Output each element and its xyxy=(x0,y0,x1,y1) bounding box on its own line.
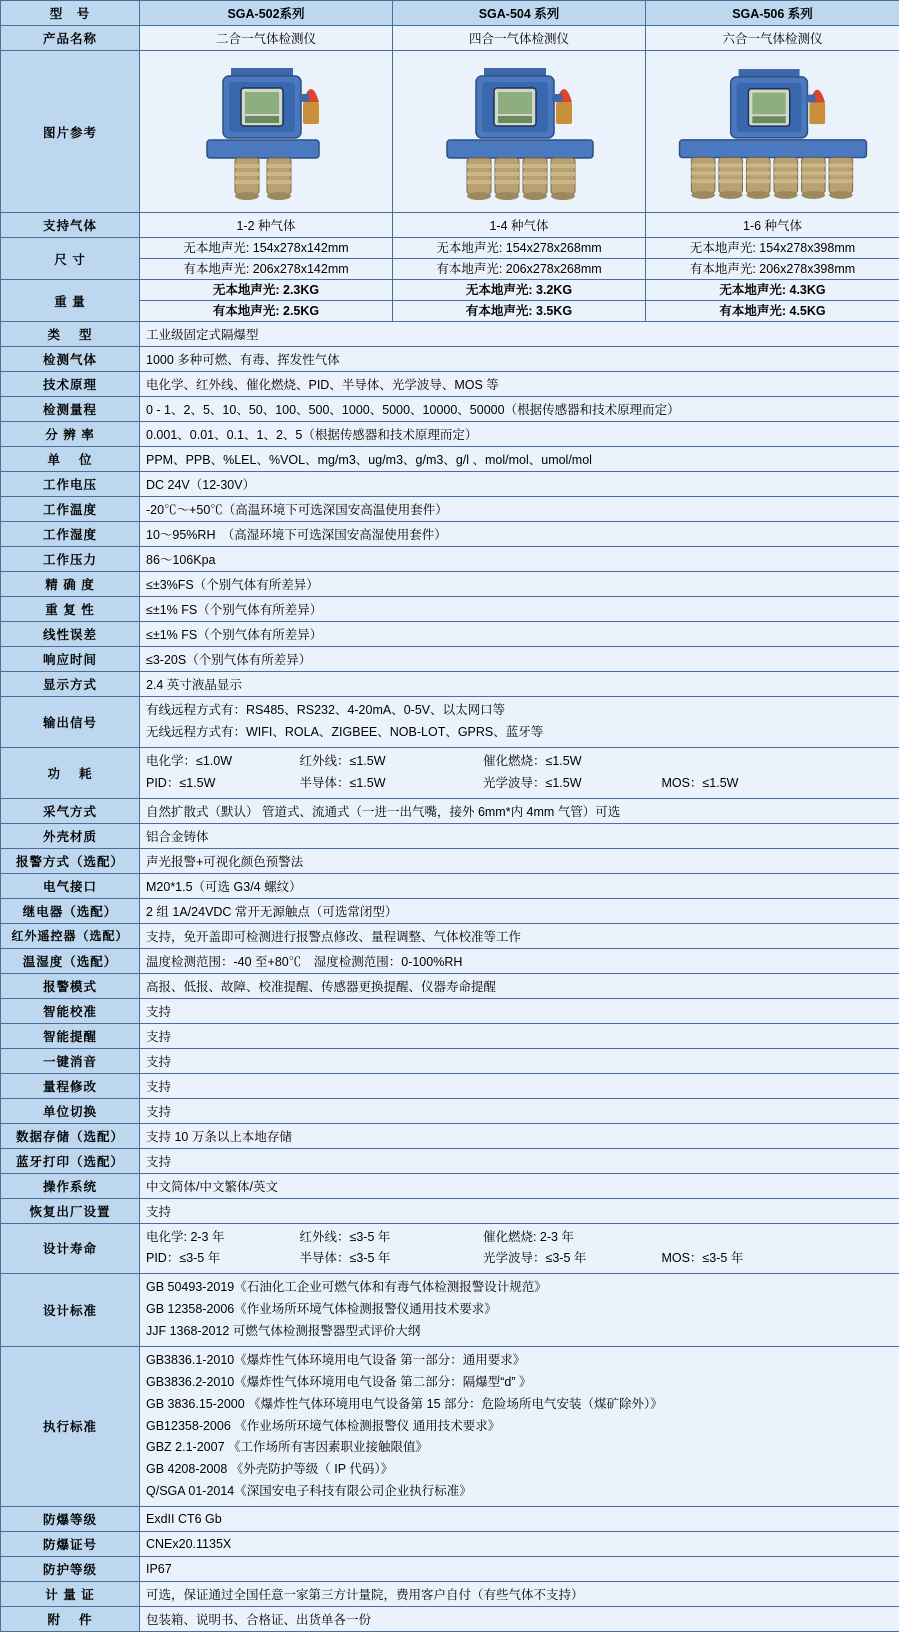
model-502: SGA-502系列 xyxy=(140,1,393,26)
row-label-storage: 数据存储（选配） xyxy=(1,1123,140,1148)
exec-std-line4: GB12358-2006 《作业场所环境气体检测报警仪 通用技术要求》 xyxy=(146,1416,893,1438)
row-value-display: 2.4 英寸液晶显示 xyxy=(140,672,899,697)
table-row-model xyxy=(1,1,899,26)
row-label-sampling: 采气方式 xyxy=(1,798,140,823)
row-value-relay: 2 组 1A/24VDC 常开无源触点（可选常闭型） xyxy=(140,898,899,923)
row-label-temp-humi-opt: 温湿度（选配） xyxy=(1,948,140,973)
output-line2: 无线远程方式有：WIFI、ROLA、ZIGBEE、NOB-LOT、GPRS、蓝牙等 xyxy=(146,722,893,744)
row-label-alarm-mode-opt: 报警方式（选配） xyxy=(1,848,140,873)
power-optical: 光学波导：≤1.5W xyxy=(483,773,658,795)
product-name-502: 二合一气体检测仪 xyxy=(140,26,393,51)
row-label-unit-switch: 单位切换 xyxy=(1,1098,140,1123)
row-label-model: 型 号 xyxy=(1,1,140,26)
table-row-unit-switch xyxy=(1,1098,899,1123)
row-value-repeat: ≤±1% FS（个别气体有所差异） xyxy=(140,597,899,622)
model-504: SGA-504 系列 xyxy=(393,1,646,26)
table-row-smart-cal xyxy=(1,998,899,1023)
row-value-sampling: 自然扩散式（默认） 管道式、流通式（一进一出气嘴，接外 6mm*内 4mm 气管）可选 xyxy=(140,798,899,823)
life-line2 xyxy=(146,1248,893,1270)
row-label-one-key: 一键消音 xyxy=(1,1048,140,1073)
weight-504 xyxy=(393,280,646,322)
life-line1 xyxy=(146,1227,893,1249)
gas-detector-6-icon xyxy=(652,54,893,209)
table-row-output xyxy=(1,697,899,748)
row-label-accuracy: 精 确 度 xyxy=(1,572,140,597)
life-optical: 光学波导：≤3-5 年 xyxy=(483,1248,658,1270)
row-value-range: 0 - 1、2、5、10、50、100、500、1000、5000、10000、50000（根据传感器和技术原理而定） xyxy=(140,397,899,422)
table-row-accessories xyxy=(1,1607,899,1632)
weight-506-lines xyxy=(646,280,899,321)
row-label-factory-reset: 恢复出厂设置 xyxy=(1,1198,140,1223)
row-label-range: 检测量程 xyxy=(1,397,140,422)
row-value-power xyxy=(140,747,899,798)
device-illustration-504 xyxy=(399,54,639,209)
weight-502 xyxy=(140,280,393,322)
table-row-image-reference xyxy=(1,51,899,213)
table-row-remote xyxy=(1,923,899,948)
row-label-detect-gas: 检测气体 xyxy=(1,347,140,372)
row-value-factory-reset: 支持 xyxy=(140,1198,899,1223)
row-label-bt-print: 蓝牙打印（选配） xyxy=(1,1148,140,1173)
model-506: SGA-506 系列 xyxy=(646,1,899,26)
row-label-linearity: 线性误差 xyxy=(1,622,140,647)
power-mos: MOS：≤1.5W xyxy=(661,773,738,795)
row-value-linearity: ≤±1% FS（个别气体有所差异） xyxy=(140,622,899,647)
row-value-shell: 铝合金铸体 xyxy=(140,823,899,848)
row-label-ip-level: 防护等级 xyxy=(1,1557,140,1582)
row-label-output: 输出信号 xyxy=(1,697,140,748)
gas-detector-2-icon xyxy=(171,54,361,209)
row-label-type: 类 型 xyxy=(1,322,140,347)
table-row-temperature xyxy=(1,497,899,522)
table-row-power xyxy=(1,747,899,798)
table-row-voltage xyxy=(1,472,899,497)
design-std-line3: JJF 1368-2012 可燃气体检测报警器型式评价大纲 xyxy=(146,1321,893,1343)
device-image-502 xyxy=(140,51,393,213)
life-catalytic: 催化燃烧: 2-3 年 xyxy=(483,1227,574,1249)
power-pid: PID：≤1.5W xyxy=(146,773,296,795)
row-value-unit-switch: 支持 xyxy=(140,1098,899,1123)
row-value-ip-level: IP67 xyxy=(140,1557,899,1582)
row-value-voltage: DC 24V（12-30V） xyxy=(140,472,899,497)
table-row-accuracy xyxy=(1,572,899,597)
size-504-line1: 无本地声光: 154x278x268mm xyxy=(393,238,645,258)
table-row-display xyxy=(1,672,899,697)
row-value-alarm-mode-opt: 声光报警+可视化颜色预警法 xyxy=(140,848,899,873)
table-row-metrology xyxy=(1,1582,899,1607)
row-value-temperature: -20℃～+50℃（高温环境下可选深国安高温使用套件） xyxy=(140,497,899,522)
row-value-smart-cal: 支持 xyxy=(140,998,899,1023)
row-label-repeat: 重 复 性 xyxy=(1,597,140,622)
row-value-detect-gas: 1000 多种可燃、有毒、挥发性气体 xyxy=(140,347,899,372)
weight-502-line2: 有本地声光: 2.5KG xyxy=(140,300,392,321)
row-label-humidity: 工作湿度 xyxy=(1,522,140,547)
product-name-506: 六合一气体检测仪 xyxy=(646,26,899,51)
table-row-smart-remind xyxy=(1,1023,899,1048)
support-gas-502: 1-2 种气体 xyxy=(140,213,393,238)
size-502-line1: 无本地声光: 154x278x142mm xyxy=(140,238,392,258)
row-label-ex-cert: 防爆证号 xyxy=(1,1532,140,1557)
row-label-relay: 继电器（选配） xyxy=(1,898,140,923)
support-gas-506: 1-6 种气体 xyxy=(646,213,899,238)
output-line1: 有线远程方式有：RS485、RS232、4-20mA、0-5V、以太网口等 xyxy=(146,700,893,722)
gas-detector-4-icon xyxy=(409,54,629,209)
row-label-metrology: 计 量 证 xyxy=(1,1582,140,1607)
size-506-lines xyxy=(646,238,899,279)
size-504-lines xyxy=(393,238,645,279)
table-row-response xyxy=(1,647,899,672)
power-line1 xyxy=(146,751,893,773)
table-row-detect-gas xyxy=(1,347,899,372)
life-mos: MOS：≤3-5 年 xyxy=(661,1248,743,1270)
table-row-temp-humi-opt xyxy=(1,948,899,973)
design-std-line1: GB 50493-2019《石油化工企业可燃气体和有毒气体检测报警设计规范》 xyxy=(146,1277,893,1299)
weight-504-lines xyxy=(393,280,645,321)
design-std-line2: GB 12358-2006《作业场所环境气体检测报警仪通用技术要求》 xyxy=(146,1299,893,1321)
row-label-accessories: 附 件 xyxy=(1,1607,140,1632)
table-row-type xyxy=(1,322,899,347)
row-label-temperature: 工作温度 xyxy=(1,497,140,522)
row-value-remote: 支持，免开盖即可检测进行报警点修改、量程调整、气体校准等工作 xyxy=(140,923,899,948)
table-row-exec-std xyxy=(1,1346,899,1506)
size-506-line1: 无本地声光: 154x278x398mm xyxy=(646,238,899,258)
row-value-smart-remind: 支持 xyxy=(140,1023,899,1048)
table-row-ex-cert xyxy=(1,1532,899,1557)
table-row-electrical xyxy=(1,873,899,898)
size-502-lines xyxy=(140,238,392,279)
row-value-type: 工业级固定式隔爆型 xyxy=(140,322,899,347)
row-label-product-name: 产品名称 xyxy=(1,26,140,51)
row-label-design-std: 设计标准 xyxy=(1,1274,140,1347)
row-label-unit: 单 位 xyxy=(1,447,140,472)
table-row-one-key xyxy=(1,1048,899,1073)
row-value-bt-print: 支持 xyxy=(140,1148,899,1173)
table-row-os xyxy=(1,1173,899,1198)
table-row-life xyxy=(1,1223,899,1274)
size-502 xyxy=(140,238,393,280)
row-value-output xyxy=(140,697,899,748)
table-row-humidity xyxy=(1,522,899,547)
table-row-repeat xyxy=(1,597,899,622)
life-pid: PID：≤3-5 年 xyxy=(146,1248,296,1270)
table-row-principle xyxy=(1,372,899,397)
row-value-humidity: 10～95%RH （高湿环境下可选深国安高湿使用套件） xyxy=(140,522,899,547)
row-value-one-key: 支持 xyxy=(140,1048,899,1073)
table-row-product-name xyxy=(1,26,899,51)
table-row-alarm-mode xyxy=(1,973,899,998)
power-infrared: 红外线：≤1.5W xyxy=(299,751,479,773)
table-row-linearity xyxy=(1,622,899,647)
row-value-ex-level: ExdII CT6 Gb xyxy=(140,1507,899,1532)
exec-std-line3: GB 3836.15-2000 《爆炸性气体环境用电气设备第 15 部分：危险场所电气安装（煤矿除外）》 xyxy=(146,1394,893,1416)
power-line2 xyxy=(146,773,893,795)
row-label-range-mod: 量程修改 xyxy=(1,1073,140,1098)
row-label-power: 功 耗 xyxy=(1,747,140,798)
table-row-storage xyxy=(1,1123,899,1148)
row-value-accessories: 包装箱、说明书、合格证、出货单各一份 xyxy=(140,1607,899,1632)
table-row-support-gas xyxy=(1,213,899,238)
product-name-504: 四合一气体检测仪 xyxy=(393,26,646,51)
row-label-remote: 红外遥控器（选配） xyxy=(1,923,140,948)
row-value-response: ≤3-20S（个别气体有所差异） xyxy=(140,647,899,672)
table-row-shell xyxy=(1,823,899,848)
row-label-response: 响应时间 xyxy=(1,647,140,672)
life-electrochemical: 电化学: 2-3 年 xyxy=(146,1227,296,1249)
row-label-size: 尺 寸 xyxy=(1,238,140,280)
row-value-range-mod: 支持 xyxy=(140,1073,899,1098)
device-image-506 xyxy=(646,51,899,213)
row-label-smart-cal: 智能校准 xyxy=(1,998,140,1023)
life-infrared: 红外线：≤3-5 年 xyxy=(299,1227,479,1249)
table-row-alarm-mode-opt xyxy=(1,848,899,873)
row-value-exec-std xyxy=(140,1346,899,1506)
row-label-electrical: 电气接口 xyxy=(1,873,140,898)
row-label-weight: 重 量 xyxy=(1,280,140,322)
power-catalytic: 催化燃烧：≤1.5W xyxy=(483,751,582,773)
row-label-life: 设计寿命 xyxy=(1,1223,140,1274)
size-506 xyxy=(646,238,899,280)
size-506-line2: 有本地声光: 206x278x398mm xyxy=(646,258,899,279)
table-row-pressure xyxy=(1,547,899,572)
device-illustration-502 xyxy=(146,54,386,209)
support-gas-504: 1-4 种气体 xyxy=(393,213,646,238)
row-value-resolution: 0.001、0.01、0.1、1、2、5（根据传感器和技术原理而定） xyxy=(140,422,899,447)
row-label-pressure: 工作压力 xyxy=(1,547,140,572)
table-row-factory-reset xyxy=(1,1198,899,1223)
row-label-smart-remind: 智能提醒 xyxy=(1,1023,140,1048)
row-value-temp-humi-opt: 温度检测范围：-40 至+80℃ 湿度检测范围：0-100%RH xyxy=(140,948,899,973)
weight-502-lines xyxy=(140,280,392,321)
life-semiconductor: 半导体：≤3-5 年 xyxy=(299,1248,479,1270)
table-row-range xyxy=(1,397,899,422)
weight-504-line2: 有本地声光: 3.5KG xyxy=(393,300,645,321)
table-row-resolution xyxy=(1,422,899,447)
row-label-shell: 外壳材质 xyxy=(1,823,140,848)
row-label-resolution: 分 辨 率 xyxy=(1,422,140,447)
weight-506-line2: 有本地声光: 4.5KG xyxy=(646,300,899,321)
row-value-storage: 支持 10 万条以上本地存储 xyxy=(140,1123,899,1148)
row-value-unit: PPM、PPB、%LEL、%VOL、mg/m3、ug/m3、g/m3、g/l 、mol/mol、umol/mol xyxy=(140,447,899,472)
size-504-line2: 有本地声光: 206x278x268mm xyxy=(393,258,645,279)
row-label-voltage: 工作电压 xyxy=(1,472,140,497)
row-value-os: 中文简体/中文繁体/英文 xyxy=(140,1173,899,1198)
row-label-support-gas: 支持气体 xyxy=(1,213,140,238)
row-label-display: 显示方式 xyxy=(1,672,140,697)
row-value-alarm-mode: 高报、低报、故障、校准提醒、传感器更换提醒、仪器寿命提醒 xyxy=(140,973,899,998)
row-value-metrology: 可选，保证通过全国任意一家第三方计量院，费用客户自付（有些气体不支持） xyxy=(140,1582,899,1607)
row-label-exec-std: 执行标准 xyxy=(1,1346,140,1506)
row-value-design-std xyxy=(140,1274,899,1347)
row-label-alarm-mode: 报警模式 xyxy=(1,973,140,998)
row-value-accuracy: ≤±3%FS（个别气体有所差异） xyxy=(140,572,899,597)
table-row-design-std xyxy=(1,1274,899,1347)
row-value-pressure: 86～106Kpa xyxy=(140,547,899,572)
exec-std-line5: GBZ 2.1-2007 《工作场所有害因素职业接触限值》 xyxy=(146,1437,893,1459)
table-row-range-mod xyxy=(1,1073,899,1098)
table-row-size xyxy=(1,238,899,280)
power-electrochemical: 电化学：≤1.0W xyxy=(146,751,296,773)
exec-std-line7: Q/SGA 01-2014《深国安电子科技有限公司企业执行标准》 xyxy=(146,1481,893,1503)
row-value-life xyxy=(140,1223,899,1274)
exec-std-line1: GB3836.1-2010《爆炸性气体环境用电气设备 第一部分：通用要求》 xyxy=(146,1350,893,1372)
power-semiconductor: 半导体：≤1.5W xyxy=(299,773,479,795)
exec-std-line2: GB3836.2-2010《爆炸性气体环境用电气设备 第二部分：隔爆型“d” 》 xyxy=(146,1372,893,1394)
weight-506-line1: 无本地声光: 4.3KG xyxy=(646,280,899,300)
row-label-ex-level: 防爆等级 xyxy=(1,1507,140,1532)
table-row-ex-level xyxy=(1,1507,899,1532)
table-row-sampling xyxy=(1,798,899,823)
row-value-principle: 电化学、红外线、催化燃烧、PID、半导体、光学波导、MOS 等 xyxy=(140,372,899,397)
row-label-principle: 技术原理 xyxy=(1,372,140,397)
table-row-ip-level xyxy=(1,1557,899,1582)
table-row-weight xyxy=(1,280,899,322)
table-row-relay xyxy=(1,898,899,923)
table-row-bt-print xyxy=(1,1148,899,1173)
row-value-electrical: M20*1.5（可选 G3/4 螺纹） xyxy=(140,873,899,898)
row-value-ex-cert: CNEx20.1135X xyxy=(140,1532,899,1557)
exec-std-line6: GB 4208-2008 《外壳防护等级（ IP 代码）》 xyxy=(146,1459,893,1481)
size-504 xyxy=(393,238,646,280)
weight-506 xyxy=(646,280,899,322)
device-illustration-506 xyxy=(652,54,893,209)
table-row-unit xyxy=(1,447,899,472)
weight-504-line1: 无本地声光: 3.2KG xyxy=(393,280,645,300)
row-label-os: 操作系统 xyxy=(1,1173,140,1198)
weight-502-line1: 无本地声光: 2.3KG xyxy=(140,280,392,300)
row-label-image-reference: 图片参考 xyxy=(1,51,140,213)
size-502-line2: 有本地声光: 206x278x142mm xyxy=(140,258,392,279)
device-image-504 xyxy=(393,51,646,213)
